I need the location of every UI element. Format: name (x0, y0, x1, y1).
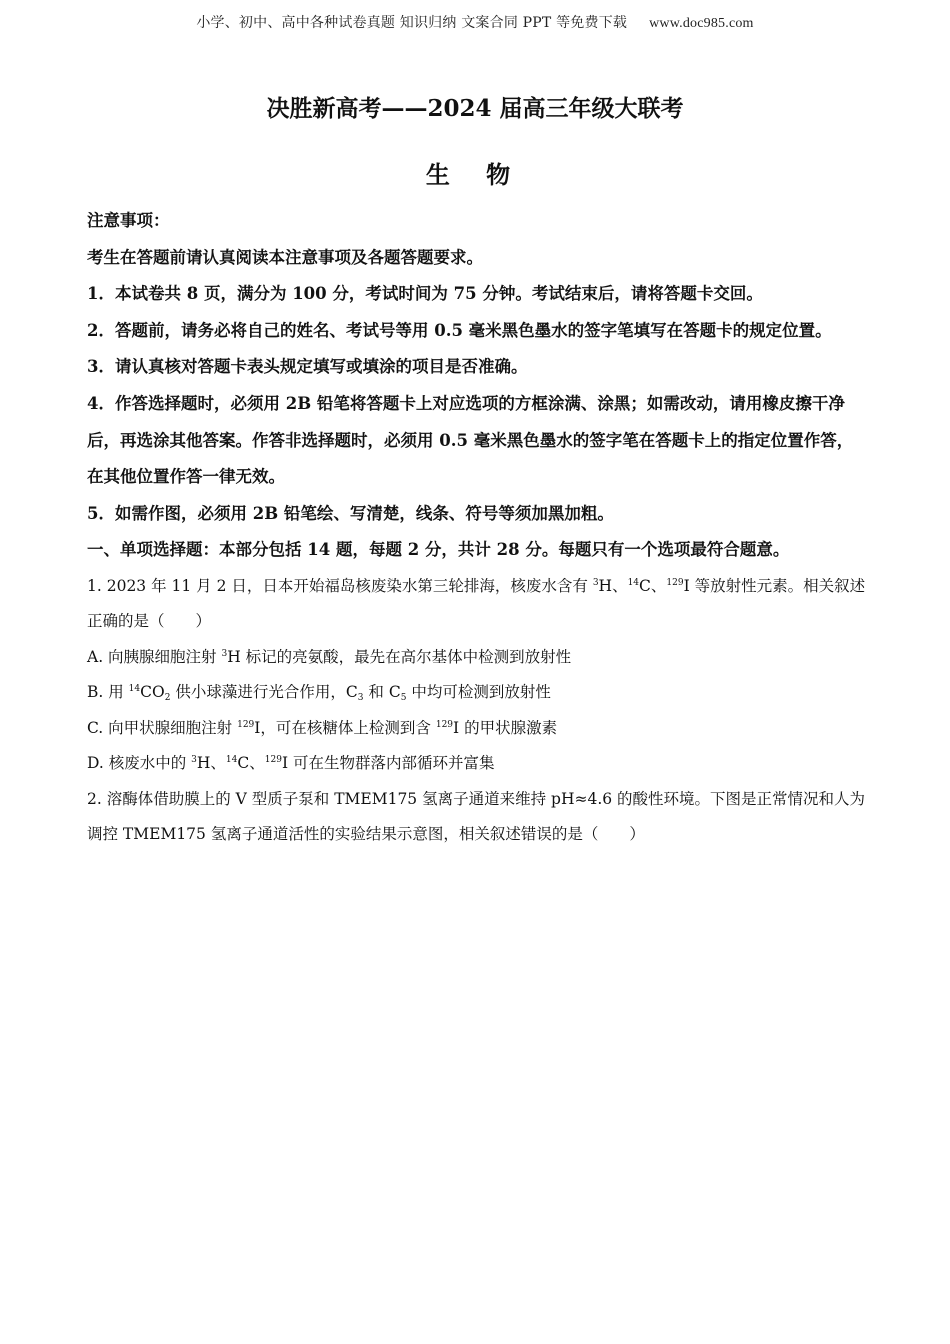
question-1-option-c: C. 向甲状腺细胞注射 $^{129}$I，可在核糖体上检测到含 $^{129}$I 的甲状腺激素 (87, 718, 558, 737)
header-site-link[interactable]: www.doc985.com (649, 16, 754, 31)
question-1-option-b: B. 用 $^{14}CO_2$ 供小球藻进行光合作用，$C_3$ 和 $C_5$ 中均可检测到放射性 (87, 683, 551, 704)
page-header (0, 12, 950, 32)
notes-item-2: 2．答题前，请务必将自己的姓名、考试号等用 0.5 毫米黑色墨水的签字笔填写在答题卡的规定位置。 (87, 320, 832, 340)
question-1-option-d: D. 核废水中的 $^3$H、$^{14}$C、$^{129}$I 可在生物群落内部循环并富集 (87, 754, 495, 773)
notes-item-5: 5．如需作图，必须用 2B 铅笔绘、写清楚，线条、符号等须加黑加粗。 (87, 503, 614, 523)
exam-subject: 生 物 (425, 160, 525, 189)
section-heading: 一、单项选择题：本部分包括 14 题，每题 2 分，共计 28 分。每题只有一个选项最符合题意。 (87, 540, 790, 560)
question-1-stem: 1. 2023 年 11 月 2 日，日本开始福岛核废染水第三轮排海，核废水含有 $^3$H、$^{14}$C、$^{129}$I 等放射性元素。相关叙述正确的是（ ） (87, 576, 866, 631)
exam-content (87, 203, 867, 853)
notes-item-3: 3．请认真核对答题卡表头规定填写或填涂的项目是否准确。 (87, 357, 528, 377)
notes-item-1: 1．本试卷共 8 页，满分为 100 分，考试时间为 75 分钟。考试结束后，请将答题卡交回。 (87, 284, 763, 304)
question-1-option-a: A. 向胰腺细胞注射 $^3$H 标记的亮氨酸，最先在高尔基体中检测到放射性 (87, 647, 572, 666)
question-2-stem: 2. 溶酶体借助膜上的 V 型质子泵和 TMEM175 氢离子通道来维持 pH≈4.6 的酸性环境。下图是正常情况和人为调控 TMEM175 氢离子通道活性的实验结果示意图，相关叙述错误的是（ ） (87, 789, 866, 844)
exam-title: 决胜新高考——2024 届高三年级大联考 (266, 95, 684, 122)
header-text: 小学、初中、高中各种试卷真题 知识归纳 文案合同 PPT 等免费下载 (196, 15, 628, 31)
notes-item-4: 4．作答选择题时，必须用 2B 铅笔将答题卡上对应选项的方框涂满、涂黑；如需改动，请用橡皮擦干净后，再选涂其他答案。作答非选择题时，必须用 0.5 毫米黑色墨水的签字笔在答题卡上的指定位置作答，在其他位置作答一律无效。 (87, 393, 854, 487)
notes-intro: 考生在答题前请认真阅读本注意事项及各题答题要求。 (87, 247, 483, 267)
notes-heading: 注意事项： (87, 211, 170, 230)
